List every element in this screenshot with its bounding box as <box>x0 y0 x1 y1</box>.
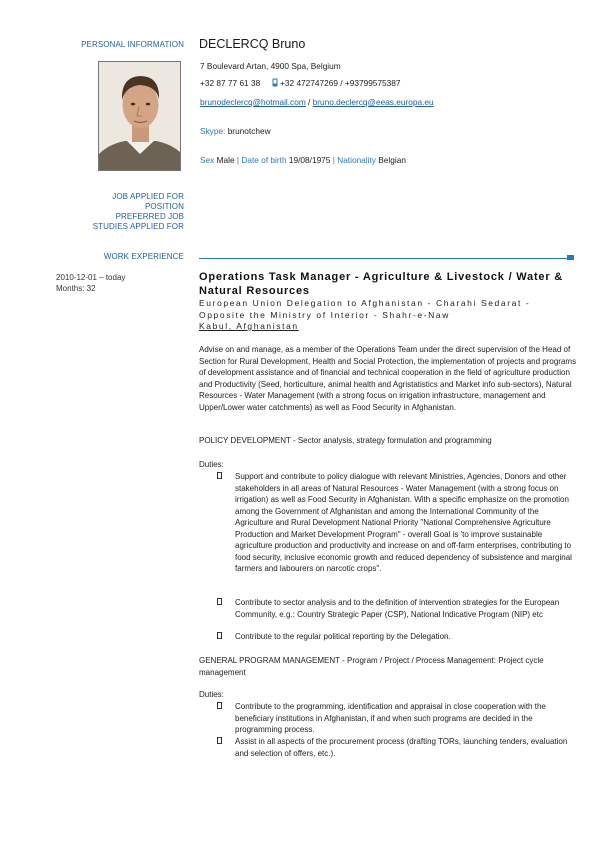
skype-label: Skype: <box>200 126 226 136</box>
list-item <box>217 597 577 620</box>
policy-heading: POLICY DEVELOPMENT - Sector analysis, strategy formulation and programming <box>199 436 492 445</box>
mobile-icon <box>272 78 278 87</box>
nationality-value: Belgian <box>378 155 406 165</box>
list-item-text: Contribute to the programming, identification and appraisal in close cooperation with the beneficiary institutions in Afghanistan, if and when such programs are decided in the programming process. <box>235 702 546 734</box>
dob-value: 19/08/1975 <box>288 155 331 165</box>
job-title: Operations Task Manager - Agriculture & Livestock / Water & Natural Resources <box>199 271 564 297</box>
separator: | <box>236 155 240 165</box>
portrait-image <box>99 62 181 171</box>
phone-row <box>200 78 401 89</box>
list-item-text: Support and contribute to policy dialogue with relevant Ministries, Agencies, Donors and other stakeholders in all areas of Natural Resources - Water Management (with a strong focus on irrigation) as well as Food Security in Afghanistan. With a specific emphasize on the promotion among the Government of Afghanistan and among the International Community of the Agriculture and Rural Development National Priority "National Comprehensive Agriculture Production and Market Development Program" - overall Goal is 'to improve sustainable agriculture production and productivity and increase on and off-farm enterprises, contributing to food security, inclusive economic growth and reduced dependency of subsistence and marginal farmers and labourers on narcotic crops". <box>235 472 572 573</box>
skype-row <box>200 126 271 137</box>
list-item <box>217 471 577 575</box>
section-divider-marker <box>567 255 574 260</box>
list-item-text: Assist in all aspects of the procurement process (drafting TORs, launching tenders, evaluation and selection of offers, etc.). <box>235 737 568 758</box>
experience-dates <box>56 272 125 294</box>
section-label-preferred-job: PREFERRED JOB <box>115 212 184 221</box>
nationality-label: Nationality <box>337 155 376 165</box>
section-label-work-experience: WORK EXPERIENCE <box>103 252 184 261</box>
address: 7 Boulevard Artan, 4900 Spa, Belgium <box>200 61 341 71</box>
sex-value: Male <box>216 155 235 165</box>
bullet-icon <box>217 737 222 744</box>
person-name: DECLERCQ Bruno <box>199 37 306 51</box>
list-item-text: Contribute to sector analysis and to the definition of intervention strategies for the European Community, e.g.: Country Strategic Paper (CSP), National Indicative Program (NIP) etc <box>235 598 560 619</box>
phone-number: +32 87 77 61 38 <box>200 78 261 88</box>
employer-name: European Union Delegation to Afghanistan - Charahi Sedarat - Opposite the Ministry of Interior - Shahr-e-Naw <box>199 298 531 320</box>
section-label-studies-applied-for: STUDIES APPLIED FOR <box>92 222 184 231</box>
duration-months: Months: 32 <box>56 284 96 293</box>
separator: | <box>332 155 335 165</box>
section-label-position: POSITION <box>144 202 184 211</box>
demographics-row <box>200 155 406 166</box>
email-link-eeas[interactable]: bruno.declercq@eeas.europa.eu <box>312 97 434 107</box>
skype-id: brunotchew <box>227 126 271 136</box>
section-divider <box>199 258 568 259</box>
gpm-heading: GENERAL PROGRAM MANAGEMENT - Program / Project / Process Management: Project cycle management <box>199 656 544 677</box>
dob-label: Date of birth <box>241 155 287 165</box>
bullet-icon <box>217 472 222 479</box>
list-item <box>217 701 577 736</box>
duties-label: Duties: <box>199 690 224 699</box>
profile-photo <box>98 61 181 171</box>
bullet-icon <box>217 702 222 709</box>
duties-label: Duties: <box>199 460 224 469</box>
email-row <box>200 97 434 108</box>
bullet-icon <box>217 632 222 639</box>
email-link-hotmail[interactable]: brunodeclercq@hotmail.com <box>200 97 306 107</box>
employer <box>199 298 579 333</box>
sex-label: Sex <box>200 155 215 165</box>
mobile-numbers: +32 472747269 / +93799575387 <box>280 78 401 88</box>
bullet-icon <box>217 598 222 605</box>
employer-location: Kabul, Afghanistan <box>199 321 299 331</box>
email-separator: / <box>305 97 313 107</box>
list-item-text: Contribute to the regular political reporting by the Delegation. <box>235 632 451 641</box>
job-summary: Advise on and manage, as a member of the Operations Team under the direct supervision of the Head of Section for Rural Development, Health and Social Protection, the implementation of projects and programs of development assistance and of financial and technical cooperation in the field of agriculture production and Productivity (Seed, horticulture, animal health and Agristatistics and Market info sub-sectors), Natural Resources - Water Management (with a strong focus on irrigation infrastructure, management and Upper/Lower water catchments) as well as Food Security in Afghanistan. <box>199 345 577 412</box>
list-item <box>217 736 577 759</box>
list-item <box>217 631 577 643</box>
section-label-personal-information: PERSONAL INFORMATION <box>81 40 184 49</box>
date-range: 2010-12-01 – today <box>56 273 126 282</box>
section-label-job-applied-for: JOB APPLIED FOR <box>112 192 184 201</box>
